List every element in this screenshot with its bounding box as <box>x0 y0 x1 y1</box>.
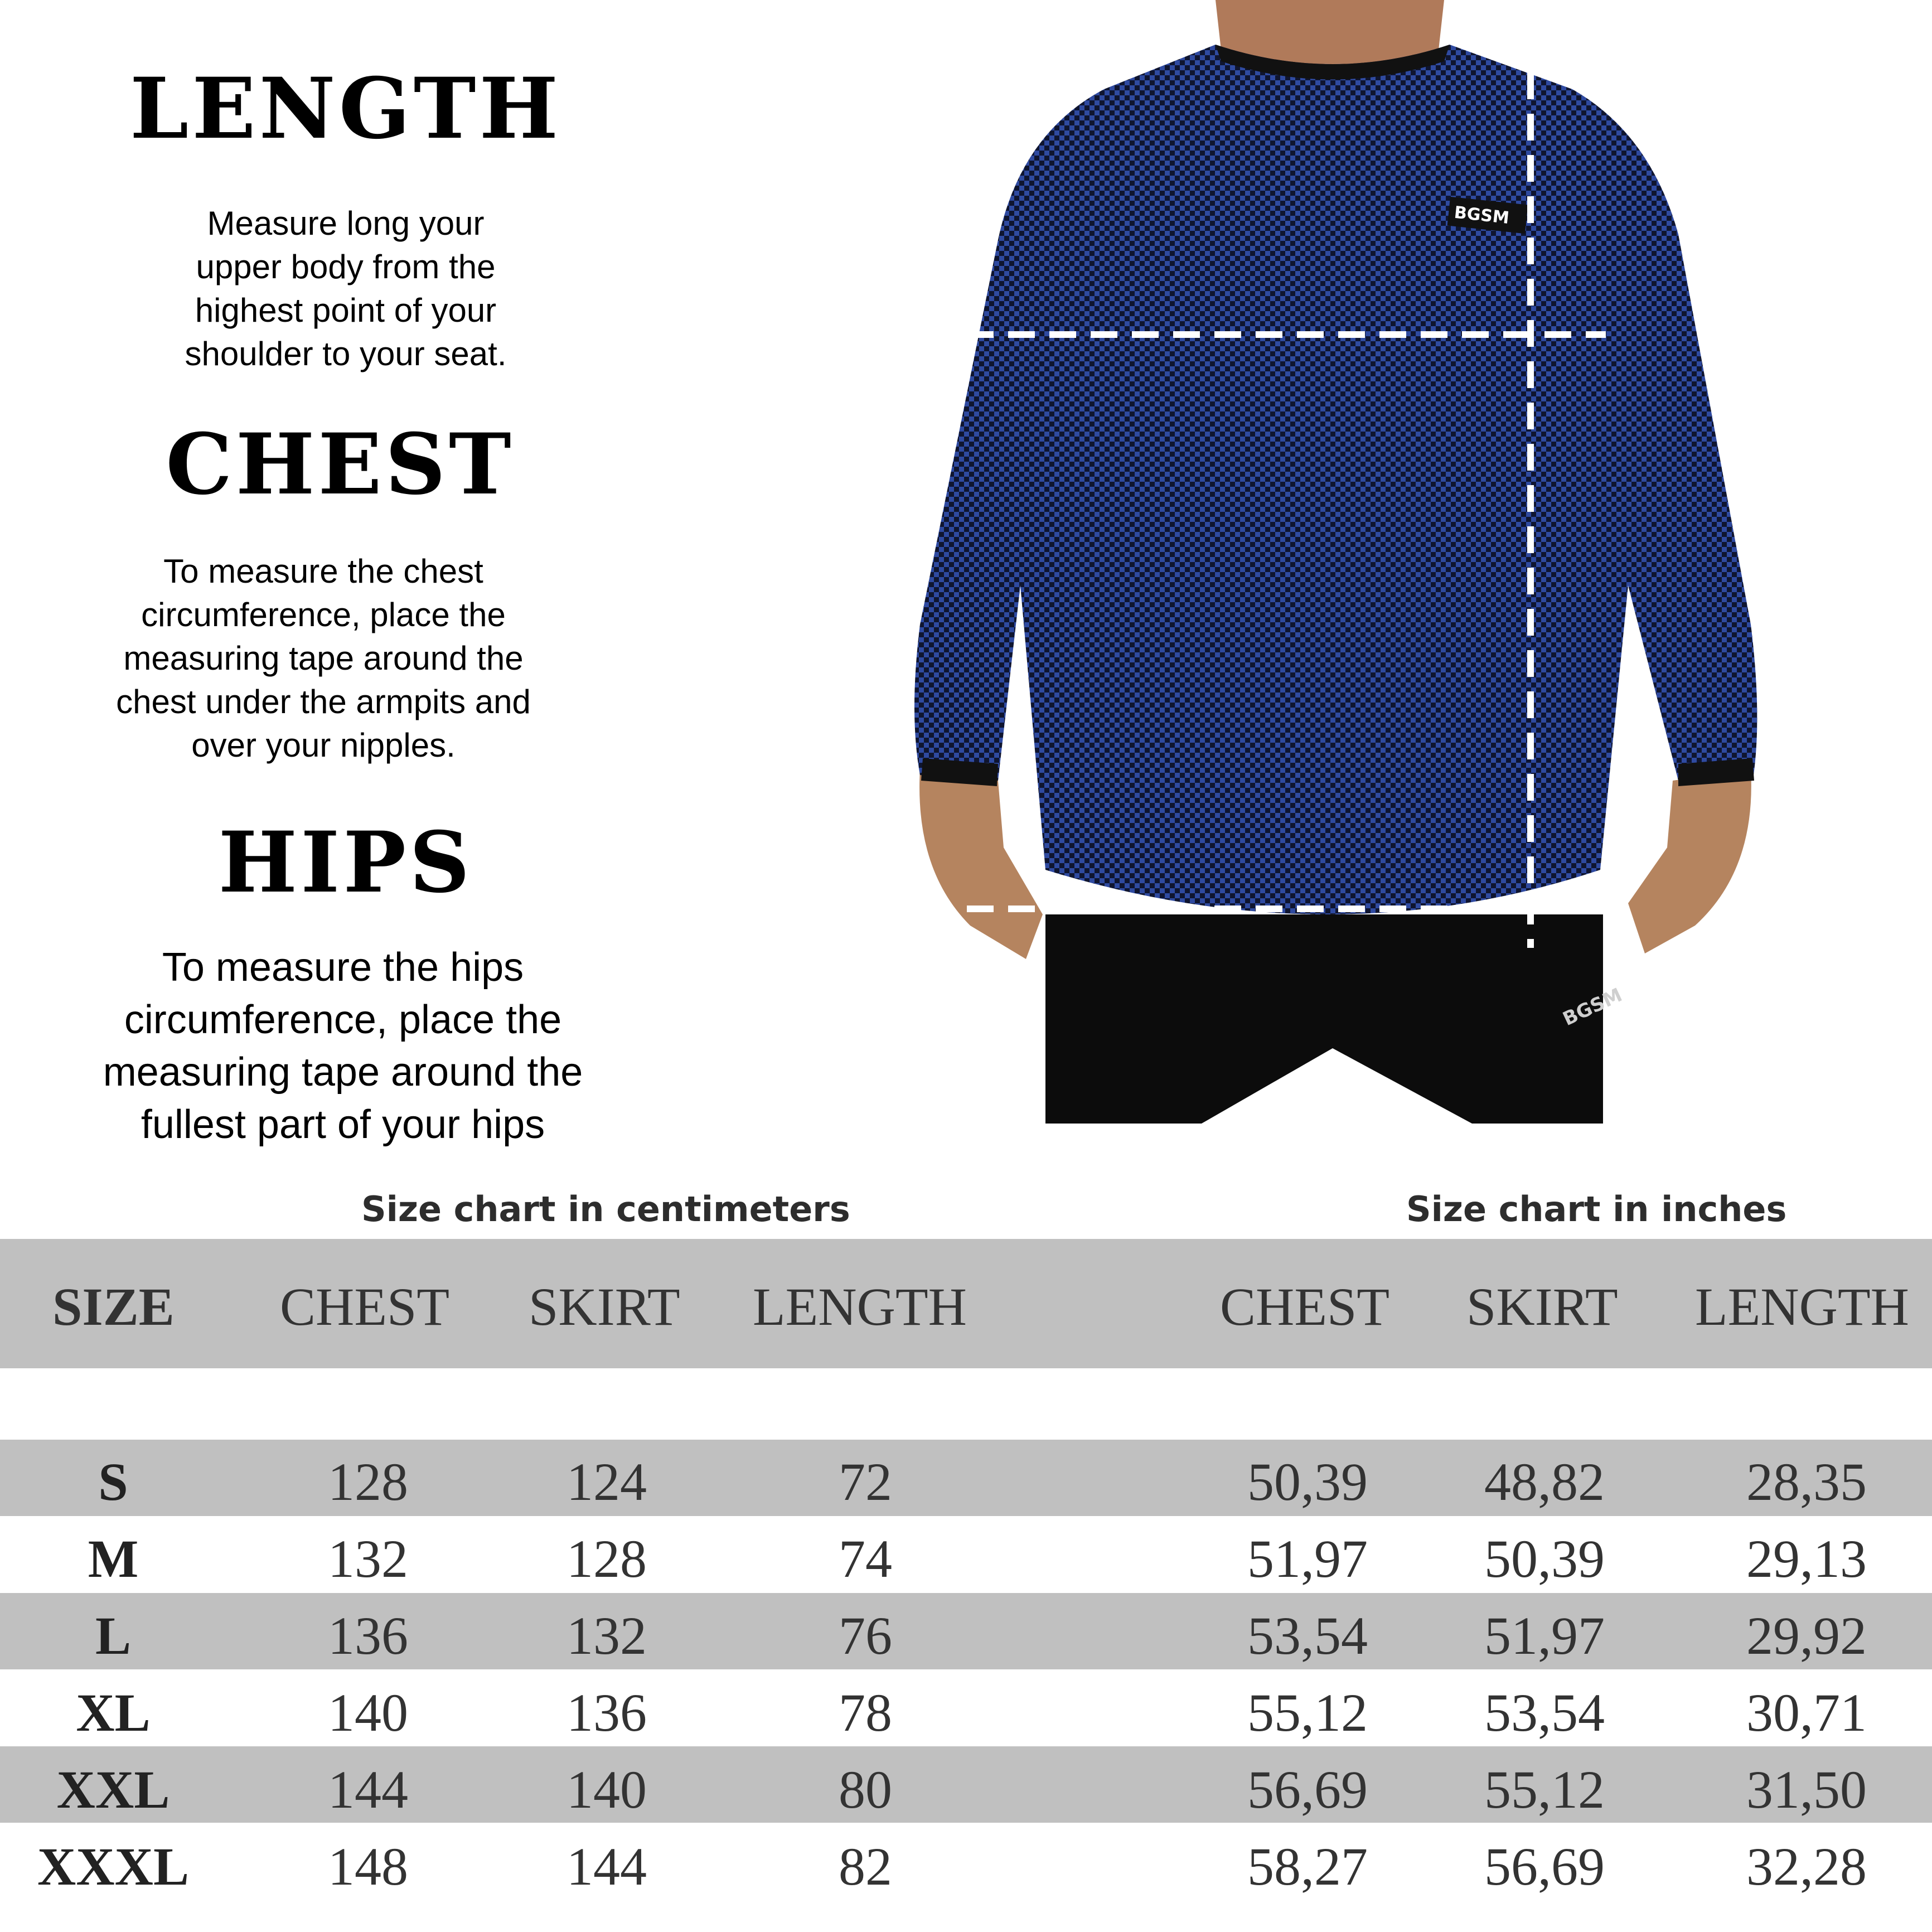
chest-logo: BGSM <box>1453 202 1510 228</box>
cell-length-in: 30,71 <box>1746 1683 1867 1742</box>
cell-chest-in: 55,12 <box>1247 1683 1368 1742</box>
cell-length-cm: 74 <box>839 1529 892 1589</box>
cell-skirt-cm: 124 <box>566 1452 647 1512</box>
hips-heading: HIPS <box>218 814 473 912</box>
cell-length-cm: 72 <box>839 1452 892 1512</box>
hips-description: To measure the hips circumference, place the measuring tape around the fullest part of your hips <box>103 945 583 1147</box>
cell-skirt-cm: 136 <box>566 1683 647 1742</box>
pants-shape <box>1045 914 1603 1124</box>
cell-skirt-in: 48,82 <box>1484 1452 1605 1512</box>
cell-length-in: 28,35 <box>1746 1452 1867 1512</box>
inch-caption: Size chart in inches <box>1406 1189 1787 1229</box>
cell-chest-in: 50,39 <box>1247 1452 1368 1512</box>
header-size: SIZE <box>52 1277 175 1337</box>
right-hand <box>1628 769 1751 953</box>
product-photo <box>859 0 1807 1132</box>
cell-size: L <box>95 1606 132 1665</box>
header-chest-cm: CHEST <box>280 1277 450 1337</box>
header-skirt-cm: SKIRT <box>529 1277 680 1337</box>
length-heading: LENGTH <box>129 60 562 158</box>
cell-length-cm: 76 <box>839 1606 892 1665</box>
cell-chest-in: 53,54 <box>1247 1606 1368 1665</box>
cell-length-in: 29,92 <box>1746 1606 1867 1665</box>
cell-skirt-in: 56,69 <box>1484 1837 1605 1896</box>
chest-heading: CHEST <box>166 415 515 514</box>
cell-skirt-cm: 132 <box>566 1606 647 1665</box>
cell-length-in: 31,50 <box>1746 1760 1867 1819</box>
header-skirt-in: SKIRT <box>1466 1277 1618 1337</box>
cell-skirt-cm: 128 <box>566 1529 647 1589</box>
cell-size: S <box>98 1452 128 1512</box>
cell-skirt-cm: 140 <box>566 1760 647 1819</box>
cell-length-in: 29,13 <box>1746 1529 1867 1589</box>
cell-length-in: 32,28 <box>1746 1837 1867 1896</box>
cell-length-cm: 78 <box>839 1683 892 1742</box>
cm-caption: Size chart in centimeters <box>361 1189 850 1229</box>
left-hand <box>919 769 1043 959</box>
cell-chest-cm: 128 <box>328 1452 408 1512</box>
cell-chest-cm: 136 <box>328 1606 408 1665</box>
cell-skirt-in: 51,97 <box>1484 1606 1605 1665</box>
cell-chest-cm: 144 <box>328 1760 408 1819</box>
length-description: Measure long your upper body from the highest point of your shoulder to your seat. <box>185 205 507 372</box>
chest-description: To measure the chest circumference, place the measuring tape around the chest under the armpits and over your nipples. <box>116 553 531 764</box>
cell-chest-cm: 140 <box>328 1683 408 1742</box>
cell-size: M <box>88 1529 139 1589</box>
cell-size: XXL <box>56 1760 170 1819</box>
cell-chest-in: 56,69 <box>1247 1760 1368 1819</box>
header-length-in: LENGTH <box>1695 1277 1909 1337</box>
cell-skirt-in: 55,12 <box>1484 1760 1605 1819</box>
cell-size: XL <box>76 1683 151 1742</box>
cell-chest-cm: 148 <box>328 1837 408 1896</box>
cell-length-cm: 82 <box>839 1837 892 1896</box>
shirt-shape <box>914 45 1757 914</box>
pants-logo: BGSM <box>1559 984 1626 1031</box>
header-length-cm: LENGTH <box>753 1277 967 1337</box>
header-chest-in: CHEST <box>1220 1277 1390 1337</box>
cell-chest-in: 58,27 <box>1247 1837 1368 1896</box>
cell-length-cm: 80 <box>839 1760 892 1819</box>
cell-chest-in: 51,97 <box>1247 1529 1368 1589</box>
cell-skirt-in: 50,39 <box>1484 1529 1605 1589</box>
cell-skirt-cm: 144 <box>566 1837 647 1896</box>
cell-skirt-in: 53,54 <box>1484 1683 1605 1742</box>
cell-chest-cm: 132 <box>328 1529 408 1589</box>
cell-size: XXXL <box>37 1837 189 1896</box>
